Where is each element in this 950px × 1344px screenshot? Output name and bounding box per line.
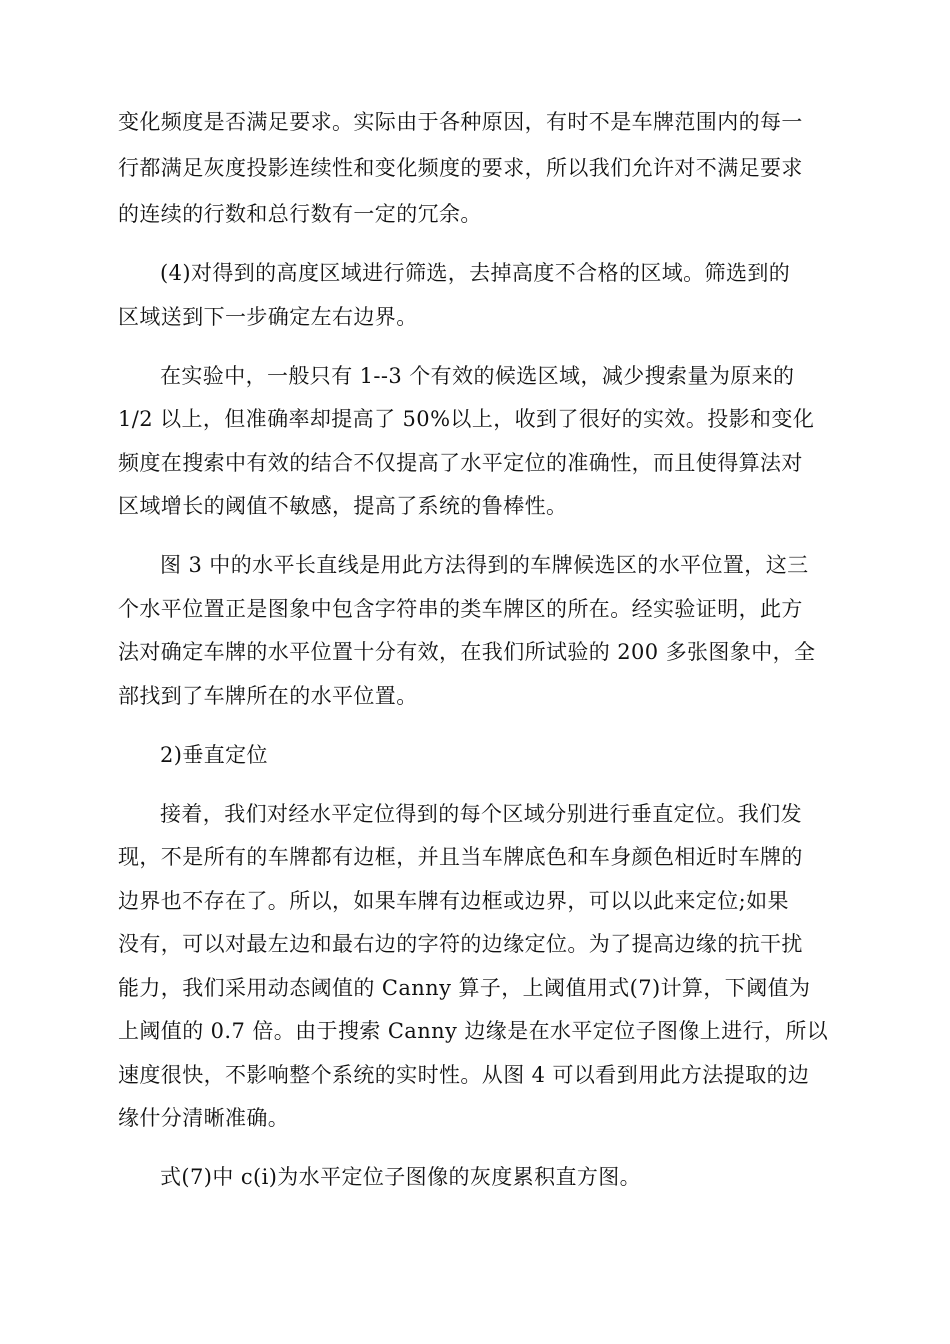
- text-line: 没有，可以对最左边和最右边的字符的边缘定位。为了提高边缘的抗干扰: [118, 932, 803, 956]
- text-line: 区域增长的阈值不敏感，提高了系统的鲁棒性。: [118, 494, 568, 518]
- text-line: 现，不是所有的车牌都有边框，并且当车牌底色和车身颜色相近时车牌的: [118, 845, 803, 869]
- text-line: 的连续的行数和总行数有一定的冗余。: [118, 202, 482, 226]
- text-line: 变化频度是否满足要求。实际由于各种原因，有时不是车牌范围内的每一: [118, 110, 803, 134]
- text-line: 行都满足灰度投影连续性和变化频度的要求，所以我们允许对不满足要求: [118, 156, 803, 180]
- text-line: 接着，我们对经水平定位得到的每个区域分别进行垂直定位。我们发: [160, 802, 802, 826]
- section-heading: 2)垂直定位: [160, 743, 268, 767]
- text-line: 缘什分清晰准确。: [118, 1106, 290, 1130]
- text-line: 能力，我们采用动态阈值的 Canny 算子，上阈值用式(7)计算，下阈值为: [118, 976, 811, 1000]
- text-line: 法对确定车牌的水平位置十分有效，在我们所试验的 200 多张图象中，全: [118, 640, 816, 664]
- text-line: 1/2 以上，但准确率却提高了 50%以上，收到了很好的实效。投影和变化: [118, 407, 815, 431]
- text-line: 边界也不存在了。所以，如果车牌有边框或边界，可以以此来定位;如果: [118, 889, 789, 913]
- text-line: 个水平位置正是图象中包含字符串的类车牌区的所在。经实验证明，此方: [118, 597, 803, 621]
- text-line: 频度在搜索中有效的结合不仅提高了水平定位的准确性，而且使得算法对: [118, 451, 803, 475]
- text-line: (4)对得到的高度区域进行筛选，去掉高度不合格的区域。筛选到的: [160, 261, 791, 285]
- text-line: 式(7)中 c(i)为水平定位子图像的灰度累积直方图。: [160, 1165, 642, 1189]
- text-line: 速度很快，不影响整个系统的实时性。从图 4 可以看到用此方法提取的边: [118, 1063, 810, 1087]
- text-line: 区域送到下一步确定左右边界。: [118, 305, 418, 329]
- text-line: 部找到了车牌所在的水平位置。: [118, 684, 418, 708]
- text-line: 上阈值的 0.7 倍。由于搜索 Canny 边缘是在水平定位子图像上进行，所以: [118, 1019, 829, 1043]
- text-line: 在实验中，一般只有 1--3 个有效的候选区域，减少搜索量为原来的: [160, 364, 795, 388]
- text-line: 图 3 中的水平长直线是用此方法得到的车牌候选区的水平位置，这三: [160, 553, 809, 577]
